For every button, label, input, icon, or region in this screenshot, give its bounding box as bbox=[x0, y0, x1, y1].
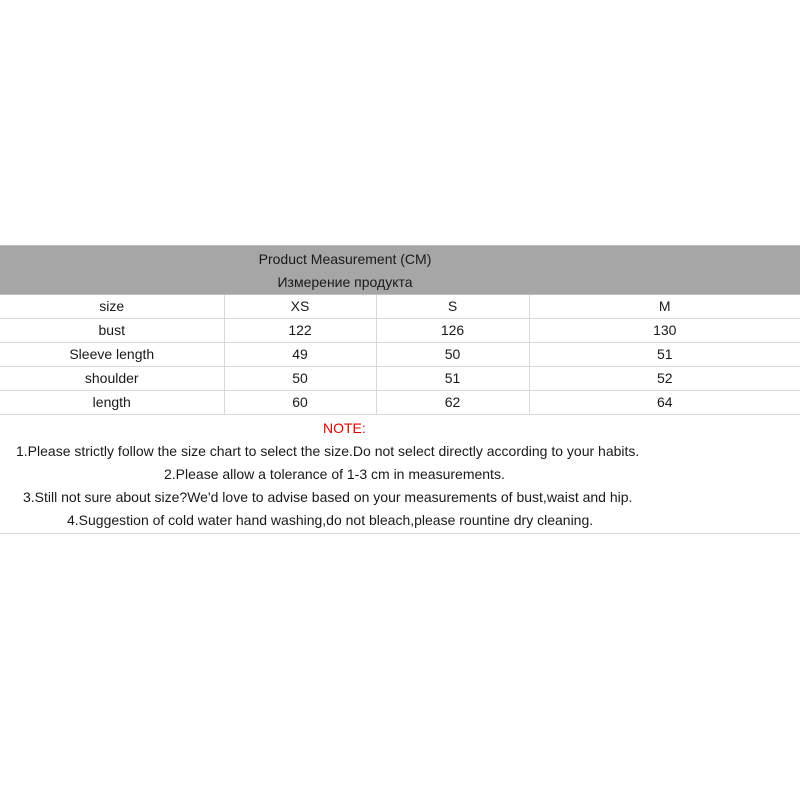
row-label-sleeve-length: Sleeve length bbox=[0, 343, 224, 367]
cell-bust-s: 126 bbox=[376, 319, 529, 343]
table-row bbox=[0, 343, 800, 367]
cell-shoulder-m: 52 bbox=[529, 367, 800, 391]
note-title: NOTE: bbox=[323, 420, 366, 436]
cell-size-s: S bbox=[376, 295, 529, 319]
row-label-bust: bust bbox=[0, 319, 224, 343]
cell-length-s: 62 bbox=[376, 391, 529, 415]
size-chart-sheet bbox=[0, 245, 800, 534]
cell-length-xs: 60 bbox=[224, 391, 376, 415]
row-label-size: size bbox=[0, 295, 224, 319]
table-row bbox=[0, 367, 800, 391]
cell-size-xs: XS bbox=[224, 295, 376, 319]
table-row bbox=[0, 391, 800, 415]
row-label-length: length bbox=[0, 391, 224, 415]
header-title-russian: Измерение продукта bbox=[277, 274, 413, 290]
table-header-band bbox=[0, 245, 800, 295]
measurement-table bbox=[0, 295, 800, 415]
notes-section bbox=[0, 415, 800, 534]
cell-sleeve-s: 50 bbox=[376, 343, 529, 367]
note-item-4: 4.Suggestion of cold water hand washing,do not bleach,please rountine dry cleaning. bbox=[67, 512, 594, 528]
cell-size-m: M bbox=[529, 295, 800, 319]
cell-bust-m: 130 bbox=[529, 319, 800, 343]
cell-length-m: 64 bbox=[529, 391, 800, 415]
row-label-shoulder: shoulder bbox=[0, 367, 224, 391]
note-item-3: 3.Still not sure about size?We'd love to advise based on your measurements of bust,waist and hip. bbox=[23, 489, 633, 505]
cell-sleeve-m: 51 bbox=[529, 343, 800, 367]
note-item-2: 2.Please allow a tolerance of 1-3 cm in measurements. bbox=[164, 466, 505, 482]
cell-sleeve-xs: 49 bbox=[224, 343, 376, 367]
header-title-english: Product Measurement (CM) bbox=[258, 251, 432, 267]
table-row bbox=[0, 295, 800, 319]
cell-shoulder-xs: 50 bbox=[224, 367, 376, 391]
table-row bbox=[0, 319, 800, 343]
note-item-1: 1.Please strictly follow the size chart to select the size.Do not select directly according to your habits. bbox=[16, 443, 640, 459]
cell-shoulder-s: 51 bbox=[376, 367, 529, 391]
cell-bust-xs: 122 bbox=[224, 319, 376, 343]
